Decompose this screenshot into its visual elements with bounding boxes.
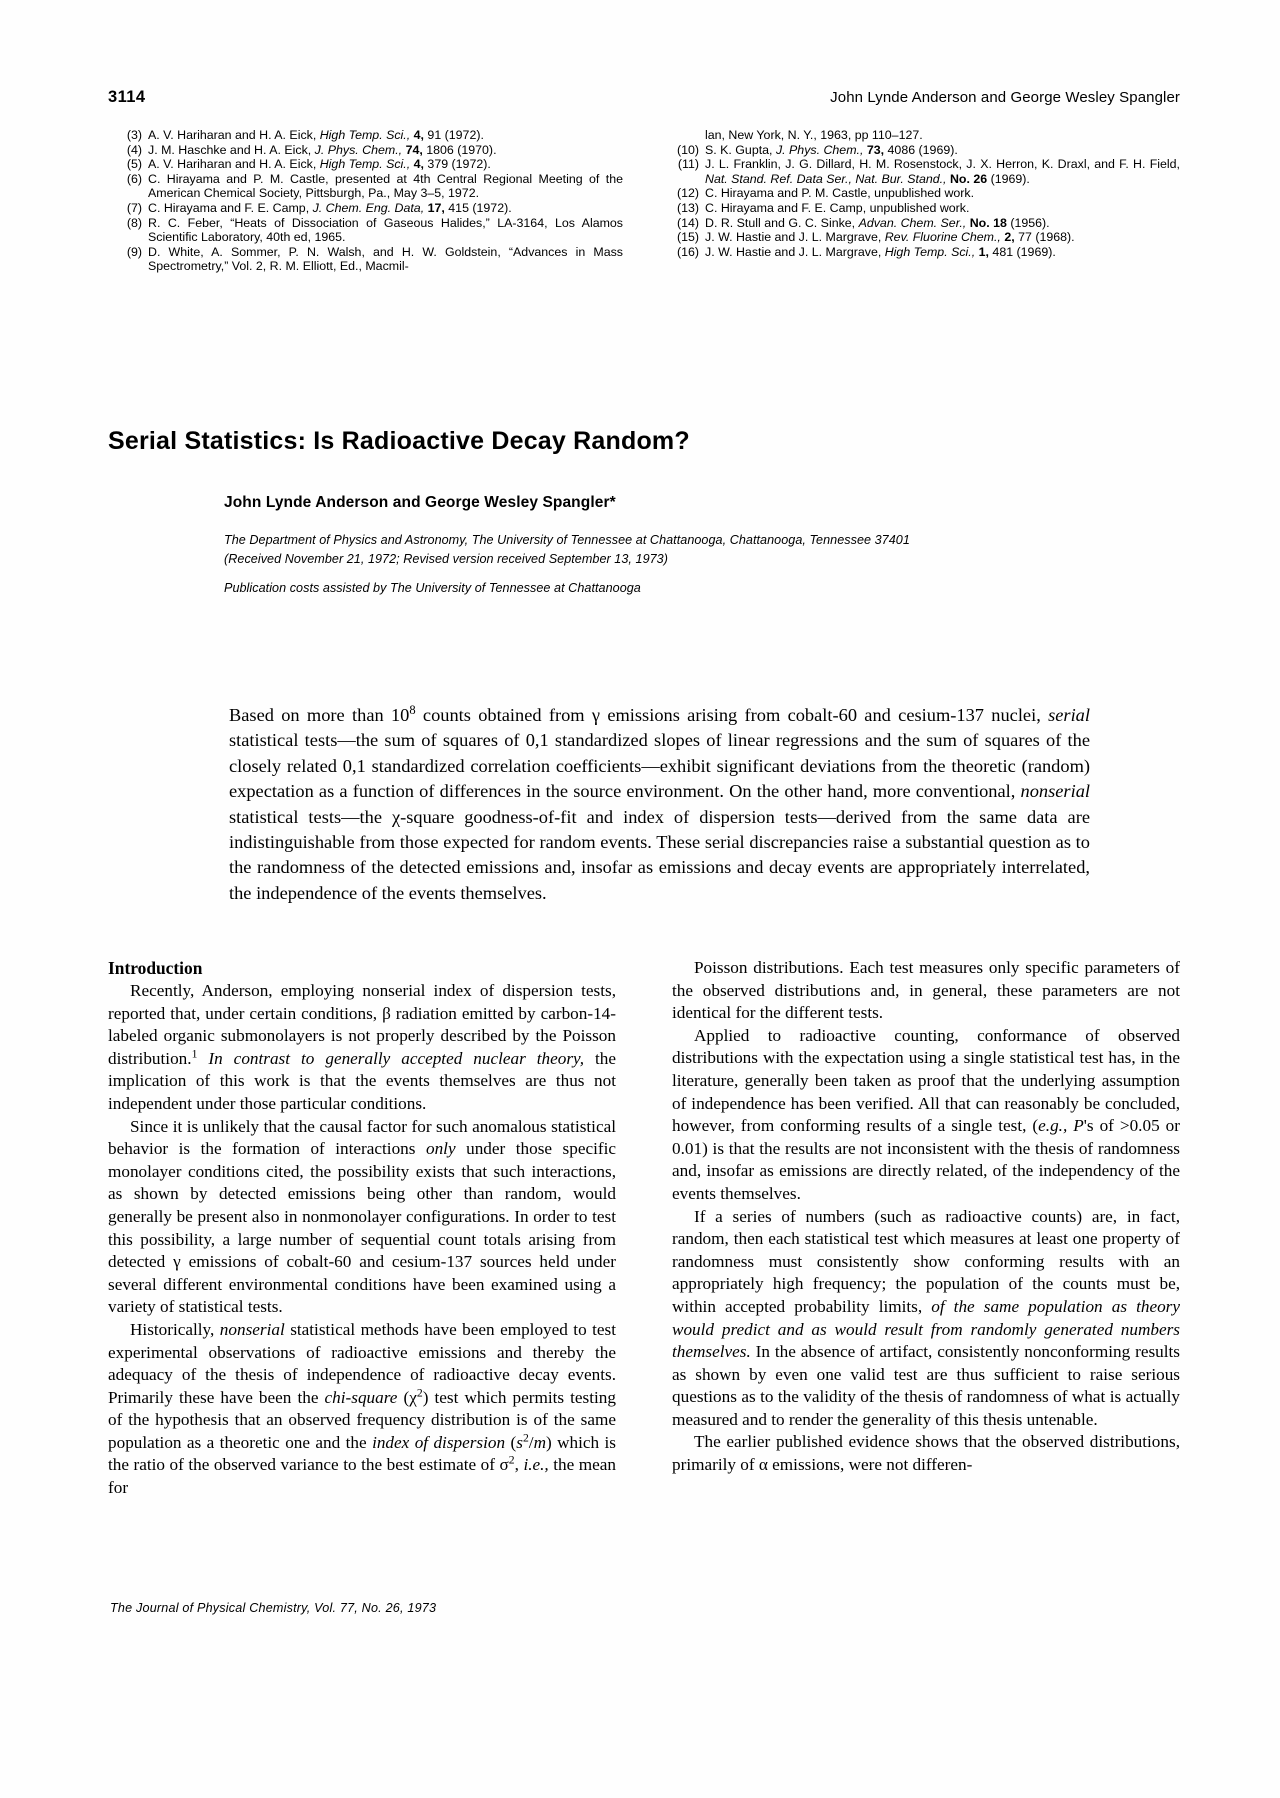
reference-item	[108, 143, 623, 158]
reference-number: (13)	[676, 200, 699, 215]
body-paragraph: Applied to radioactive counting, conformance of observed distributions with the expectation using a single statistical test has, in the literature, generally been taken as proof that the underlying assumption of independence has been verified. All that can reasonably be concluded, however, from conforming results of a single test, (e.g., P's of >0.05 or 0.01) is that the results are not inconsistent with the thesis of randomness and, insofar as emissions are directly related, of the independency of the events themselves.	[672, 1025, 1180, 1203]
body-column-left	[108, 957, 616, 1500]
article-title: Serial Statistics: Is Radioactive Decay Random?	[108, 427, 690, 455]
reference-text: S. K. Gupta, J. Phys. Chem., 73, 4086 (1969).	[705, 142, 958, 157]
reference-item	[108, 201, 623, 216]
reference-item	[108, 157, 623, 172]
reference-number: (16)	[676, 244, 699, 259]
reference-text: R. C. Feber, “Heats of Dissociation of Gaseous Halides,” LA-3164, Los Alamos Scientific Laboratory, 40th ed, 1965.	[148, 215, 623, 245]
body-paragraph: Since it is unlikely that the causal factor for such anomalous statistical behavior is the formation of interactions only under those specific monolayer conditions cited, the possibility exists that such interactions, as shown by detected emissions being other than random, would generally be present also in nonmonolayer configurations. In order to test this possibility, a large number of sequential count totals arising from detected γ emissions of cobalt-60 and cesium-137 sources held under several different environmental conditions have been examined using a variety of statistical tests.	[108, 1116, 616, 1317]
reference-text: C. Hirayama and F. E. Camp, J. Chem. Eng. Data, 17, 415 (1972).	[148, 200, 512, 215]
body-paragraph: Poisson distributions. Each test measures only specific parameters of the observed distributions and, in general, these parameters are not identical for the different tests.	[672, 958, 1180, 1023]
reference-text: C. Hirayama and F. E. Camp, unpublished work.	[705, 200, 970, 215]
reference-number: (10)	[676, 142, 699, 157]
reference-item	[665, 201, 1180, 216]
running-head-authors: John Lynde Anderson and George Wesley Spangler	[830, 89, 1180, 106]
reference-text: J. M. Haschke and H. A. Eick, J. Phys. Chem., 74, 1806 (1970).	[148, 142, 497, 157]
reference-number: (6)	[126, 171, 142, 186]
reference-number: (4)	[126, 142, 142, 157]
reference-text: D. R. Stull and G. C. Sinke, Advan. Chem. Ser., No. 18 (1956).	[705, 215, 1050, 230]
reference-item	[665, 216, 1180, 231]
reference-number: (8)	[126, 215, 142, 230]
reference-number: (7)	[126, 200, 142, 215]
abstract: Based on more than $10^8$ counts obtained from γ emissions arising from cobalt-60 and cesium-137 nuclei, serial statistical tests—the sum of squares of 0,1 standardized slopes of linear regressions and the sum of squares of the closely related 0,1 standardized correlation coefficients—exhibit significant deviations from the theoretic (random) expectation as a function of differences in the source environment. On the other hand, more conventional, nonserial statistical tests—the χ-square goodness-of-fit and index of dispersion tests—derived from the same data are indistinguishable from those expected for random events. These serial discrepancies raise a substantial question as to the randomness of the detected emissions and, insofar as emissions and decay events are appropriately interrelated, the independence of the events themselves.	[229, 702, 1090, 903]
reference-text: C. Hirayama and P. M. Castle, presented at 4th Central Regional Meeting of the American Chemical Society, Pittsburgh, Pa., May 3–5, 1972.	[148, 171, 623, 201]
left-column-paragraphs	[108, 980, 616, 1500]
reference-number: (14)	[676, 215, 699, 230]
page-number: 3114	[108, 88, 146, 106]
received-dates-line: (Received November 21, 1972; Revised version received September 13, 1973)	[224, 552, 668, 566]
reference-number: (15)	[676, 230, 699, 245]
reference-number: (12)	[676, 186, 699, 201]
reference-text: J. W. Hastie and J. L. Margrave, Rev. Fluorine Chem., 2, 77 (1968).	[705, 230, 1075, 245]
body-paragraph: The earlier published evidence shows that the observed distributions, primarily of α emissions, were not differen-	[672, 1432, 1180, 1475]
reference-number: (11)	[677, 157, 699, 172]
reference-item	[665, 230, 1180, 245]
reference-number: (5)	[126, 157, 142, 172]
reference-item	[665, 128, 1180, 143]
reference-text: lan, New York, N. Y., 1963, pp 110–127.	[705, 128, 923, 142]
body-columns	[108, 957, 1180, 1500]
reference-text: J. W. Hastie and J. L. Margrave, High Temp. Sci., 1, 481 (1969).	[705, 244, 1056, 259]
reference-item	[108, 172, 623, 201]
reference-item	[665, 186, 1180, 201]
body-paragraph: If a series of numbers (such as radioactive counts) are, in fact, random, then each statistical test which measures at least one property of randomness must consistently show conforming results with an appropriately high frequency; the population of the counts must be, within accepted probability limits, of the same population as theory would predict and as would result from randomly generated numbers themselves. In the absence of artifact, consistently nonconforming results as shown by even one valid test are thus sufficient to raise serious questions as to the validity of the thesis of randomness of what is actually measured and to render the generality of this thesis untenable.	[672, 1206, 1180, 1429]
reference-item	[108, 128, 623, 143]
reference-number: (3)	[126, 128, 142, 142]
reference-text: A. V. Hariharan and H. A. Eick, High Temp. Sci., 4, 91 (1972).	[148, 128, 484, 142]
affiliation-line: The Department of Physics and Astronomy, The University of Tennessee at Chattanooga, Chattanooga, Tennessee 37401	[224, 533, 910, 547]
reference-number: (9)	[126, 244, 142, 259]
references-section	[108, 128, 1180, 274]
publication-costs-note: Publication costs assisted by The University of Tennessee at Chattanooga	[224, 581, 641, 595]
section-heading-introduction: Introduction	[108, 958, 203, 978]
body-column-right	[672, 957, 1180, 1500]
references-column-left	[108, 128, 623, 274]
body-paragraph: Recently, Anderson, employing nonserial index of dispersion tests, reported that, under certain conditions, β radiation emitted by carbon-14-labeled organic submonolayers is not properly described by the Poisson distribution.$^1$ In contrast to generally accepted nuclear theory, the implication of this work is that the events themselves are thus not independent under those particular conditions.	[108, 981, 617, 1113]
reference-item	[108, 216, 623, 245]
reference-item	[108, 245, 623, 274]
reference-item	[665, 245, 1180, 260]
reference-text: C. Hirayama and P. M. Castle, unpublished work.	[705, 186, 975, 201]
reference-item	[665, 143, 1180, 158]
right-column-paragraphs	[672, 957, 1180, 1477]
journal-footer: The Journal of Physical Chemistry, Vol. 77, No. 26, 1973	[110, 1601, 437, 1615]
reference-text: A. V. Hariharan and H. A. Eick, High Temp. Sci., 4, 379 (1972).	[148, 157, 491, 172]
reference-item	[665, 157, 1180, 186]
reference-text: J. L. Franklin, J. G. Dillard, H. M. Rosenstock, J. X. Herron, K. Draxl, and F. H. Field, Nat. Stand. Ref. Data Ser., Nat. Bur. Stand., No. 26 (1969).	[705, 157, 1180, 186]
article-affiliation	[224, 531, 1180, 569]
references-column-right	[665, 128, 1180, 274]
body-paragraph: Historically, nonserial statistical methods have been employed to test experimental observations of radioactive emissions and thereby the adequacy of the thesis of independence of radioactive decay events. Primarily these have been the chi-square $(\chi^2)$ test which permits testing of the hypothesis that an observed frequency distribution is of the same population as a theoretic one and the index of dispersion $(s^2/m)$ which is the ratio of the observed variance to the best estimate of $\sigma^2$, i.e., the mean for	[108, 1319, 617, 1498]
reference-text: D. White, A. Sommer, P. N. Walsh, and H. W. Goldstein, “Advances in Mass Spectrometry,” Vol. 2, R. M. Elliott, Ed., Macmil-	[148, 244, 623, 274]
article-authors: John Lynde Anderson and George Wesley Spangler*	[224, 494, 616, 511]
running-head	[108, 88, 1180, 110]
